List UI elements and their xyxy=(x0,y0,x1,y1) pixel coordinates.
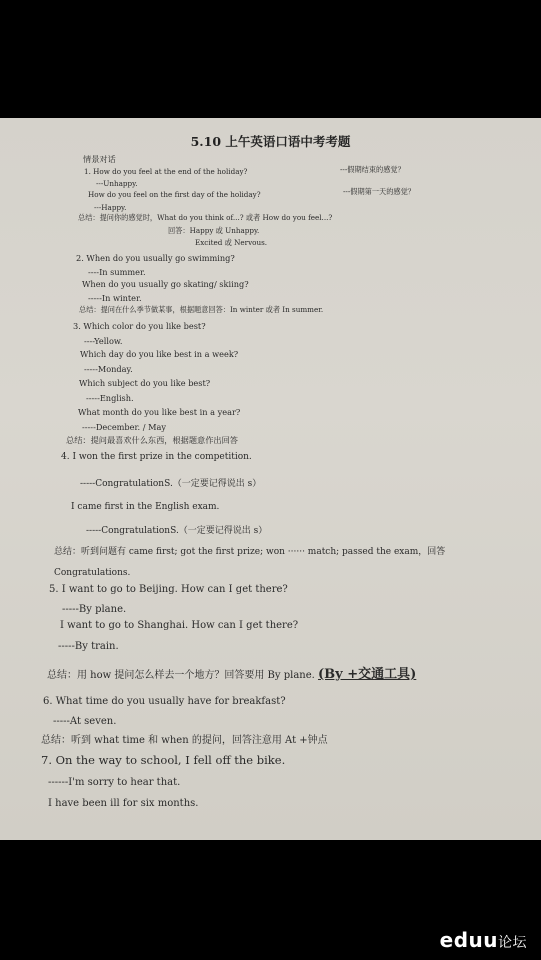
answer-1a: ---Unhappy. xyxy=(96,179,138,188)
question-4: 4. I won the first prize in the competition. xyxy=(61,452,252,462)
question-5a: 5. I want to go to Beijing. How can I get there? xyxy=(49,584,288,595)
summary-5-text: 总结：用 how 提问怎么样去一个地方？回答要用 By plane. xyxy=(47,670,315,681)
question-3c: Which subject do you like best? xyxy=(79,378,211,388)
watermark-suffix: 论坛 xyxy=(498,935,527,951)
answer-6: -----At seven. xyxy=(53,716,117,727)
watermark-brand: eduu xyxy=(439,928,498,952)
question-7b: I have been ill for six months. xyxy=(48,798,199,809)
summary-5 xyxy=(47,668,416,682)
answer-2b: -----In winter. xyxy=(88,293,142,303)
question-1b: How do you feel on the first day of the holiday? xyxy=(88,190,261,199)
question-5b: I want to go to Shanghai. How can I get there? xyxy=(60,620,299,631)
question-1a-note: ---假期结束的感觉？ xyxy=(340,165,405,174)
question-2b: When do you usually go skating/ skiing? xyxy=(82,279,249,289)
answer-3c: -----English. xyxy=(86,393,134,403)
question-7: 7. On the way to school, I fell off the bike. xyxy=(41,753,286,767)
question-4b: I came first in the English exam. xyxy=(71,502,220,512)
eduu-watermark-logo xyxy=(440,928,527,952)
summary-2: 总结：提问在什么季节做某事，根据题意回答：In winter 或者 In summer. xyxy=(79,305,324,314)
summary-4b: Congratulations. xyxy=(54,568,131,578)
answer-4b: -----CongratulationS.（一定要记得说出 s） xyxy=(86,526,268,536)
answer-3d: -----December. / May xyxy=(82,422,166,432)
summary-6: 总结：听到 what time 和 when 的提问，回答注意用 At +钟点 xyxy=(41,735,328,746)
summary-1: 总结：提问你的感觉时，What do you think of...? 或者 How do you feel...? xyxy=(78,213,333,222)
question-3b: Which day do you like best in a week? xyxy=(80,349,239,359)
section-heading: 情景对话 xyxy=(83,154,116,164)
page-title: 5.10 上午英语口语中考考题 xyxy=(190,134,351,149)
question-1a: 1. How do you feel at the end of the holiday? xyxy=(84,167,248,176)
summary-1b: 回答：Happy 或 Unhappy. xyxy=(168,226,260,235)
question-1b-note: ---假期第一天的感觉？ xyxy=(343,187,415,196)
answer-5b: -----By train. xyxy=(58,641,119,652)
answer-1b: ---Happy. xyxy=(94,203,127,212)
answer-3a: ----Yellow. xyxy=(84,336,123,346)
summary-3: 总结：提问最喜欢什么东西，根据题意作出回答 xyxy=(66,435,238,445)
exam-paper-photo xyxy=(0,118,541,840)
answer-4: -----CongratulationS.（一定要记得说出 s） xyxy=(80,479,262,489)
question-3a: 3. Which color do you like best? xyxy=(73,321,206,331)
summary-1c: Excited 或 Nervous. xyxy=(195,238,268,247)
summary-5-emphasis: (By +交通工具) xyxy=(318,667,417,682)
question-2a: 2. When do you usually go swimming? xyxy=(76,253,235,263)
answer-2a: ----In summer. xyxy=(88,267,146,277)
summary-4: 总结：听到问题有 came first; got the first prize; won ······ match; passed the exam，回答 xyxy=(54,547,446,557)
question-6: 6. What time do you usually have for breakfast? xyxy=(43,696,286,707)
question-3d: What month do you like best in a year? xyxy=(78,407,241,417)
answer-3b: -----Monday. xyxy=(84,364,133,374)
answer-7: ------I'm sorry to hear that. xyxy=(48,777,181,788)
answer-5a: -----By plane. xyxy=(62,604,127,615)
